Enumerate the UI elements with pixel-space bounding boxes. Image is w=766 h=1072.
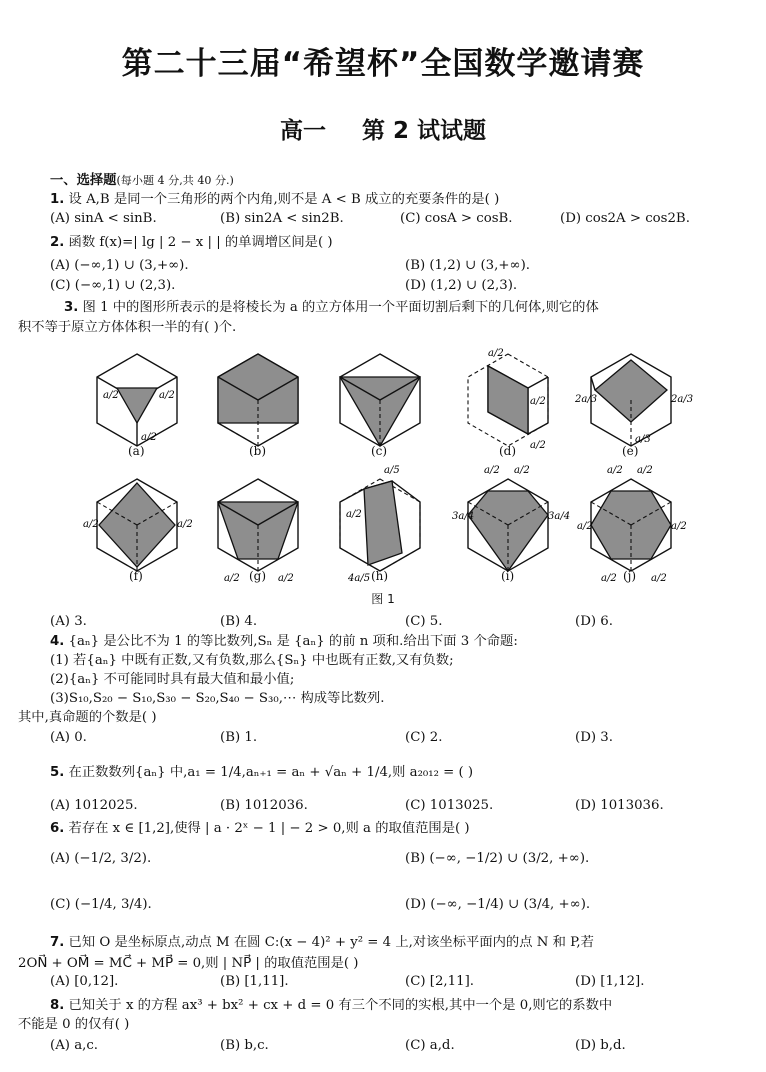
figure-j-label-top-right: a/2 — [637, 465, 653, 476]
figure-h — [340, 465, 420, 584]
q7-text-1: 已知 O 是坐标原点,动点 M 在圆 C:(x − 4)² + y² = 4 上,对该坐标平面内的点 N 和 P,若 — [68, 935, 594, 950]
page-subtitle — [0, 112, 766, 145]
q7-option-b: (B) [1,11]. — [220, 974, 289, 989]
q1-text: 设 A,B 是同一个三角形的两个内角,则不是 A < B 成立的充要条件的是( ) — [68, 192, 500, 207]
q1-option-b: (B) sin2A < sin2B. — [220, 211, 344, 226]
section-heading — [0, 172, 766, 190]
q4-option-c: (C) 2. — [405, 730, 443, 745]
q6-option-d: (D) (−∞, −1/4) ∪ (3/4, +∞). — [405, 897, 591, 912]
figure-f — [83, 479, 193, 571]
q6-option-a: (A) (−1/2, 3/2). — [50, 851, 152, 866]
q1-number: 1. — [50, 192, 65, 207]
q8-option-c: (C) a,d. — [405, 1038, 455, 1053]
figure-a-label-bottom: a/2 — [141, 432, 157, 443]
q4-number: 4. — [50, 634, 65, 649]
figure-label-d: (d) — [499, 444, 517, 458]
q3-stem-line2: 积不等于原立方体体积一半的有( )个. — [18, 320, 237, 335]
q2-number: 2. — [50, 235, 65, 250]
figure-j-label-left: a/2 — [577, 521, 593, 532]
figure-label-b: (b) — [249, 444, 267, 458]
q7-option-d: (D) [1,12]. — [575, 974, 645, 989]
figure-h-label-left: a/2 — [346, 509, 362, 520]
figure-label-j: (j) — [623, 569, 637, 583]
figure-f-label-right: a/2 — [177, 519, 193, 530]
q1-option-c: (C) cosA > cosB. — [400, 211, 513, 226]
q4-proposition-3: (3)S₁₀,S₂₀ − S₁₀,S₃₀ − S₂₀,S₄₀ − S₃₀,⋯ 构成等比数列. — [50, 691, 385, 706]
q8-stem-line1 — [0, 997, 766, 1015]
q5-option-c: (C) 1013025. — [405, 798, 494, 813]
q3-option-c: (C) 5. — [405, 614, 443, 629]
q6-text: 若存在 x ∈ [1,2],使得 | a · 2ˣ − 1 | − 2 > 0,则 a 的取值范围是( ) — [68, 821, 470, 836]
figure-label-i: (i) — [501, 569, 515, 583]
q3-text-1: 图 1 中的图形所表示的是将棱长为 a 的立方体用一个平面切割后剩下的几何体,则它的体 — [82, 300, 599, 315]
figure-caption: 图 1 — [371, 592, 395, 606]
test-label: 第 2 试试题 — [361, 118, 487, 144]
figure-d-label-right: a/2 — [530, 396, 546, 407]
page-title: 第二十三届“希望杯”全国数学邀请赛 — [121, 46, 645, 82]
q5-option-a: (A) 1012025. — [50, 798, 138, 813]
figure-a — [97, 354, 177, 446]
q3-option-d: (D) 6. — [575, 614, 613, 629]
figure-j-label-bottom-left: a/2 — [601, 573, 617, 584]
figure-f-label-left: a/2 — [83, 519, 99, 530]
q8-option-d: (D) b,d. — [575, 1038, 626, 1053]
figure-d — [468, 348, 548, 451]
figure-g-label-left: a/2 — [224, 573, 240, 584]
figure-e-label-right: 2a/3 — [671, 394, 694, 405]
q4-proposition-1: (1) 若{aₙ} 中既有正数,又有负数,那么{Sₙ} 中也既有正数,又有负数; — [50, 653, 454, 668]
q7-option-a: (A) [0,12]. — [50, 974, 119, 989]
figure-b — [218, 354, 298, 446]
figure-h-label-top: a/5 — [384, 465, 400, 476]
q8-option-b: (B) b,c. — [220, 1038, 269, 1053]
q7-stem-line2: 2ON⃗ + OM⃗ = MC⃗ + MP⃗ = 0,则 | NP⃗ | 的取值范围是( ) — [18, 956, 359, 971]
figure-label-f: (f) — [129, 569, 143, 583]
figure-i-label-top-left: a/2 — [484, 465, 500, 476]
section-label: 一、选择题 — [50, 173, 117, 188]
q5-option-d: (D) 1013036. — [575, 798, 664, 813]
q4-tail: 其中,真命题的个数是( ) — [18, 710, 157, 725]
figure-a-label-left: a/2 — [103, 390, 119, 401]
q3-option-a: (A) 3. — [50, 614, 87, 629]
figure-i-label-left: 3a/4 — [452, 511, 475, 522]
figure-i-label-right: 3a/4 — [548, 511, 571, 522]
figure-e-label-bottom: a/3 — [635, 434, 651, 445]
q4-option-a: (A) 0. — [50, 730, 87, 745]
q1-option-a: (A) sinA < sinB. — [50, 211, 157, 226]
q5-option-b: (B) 1012036. — [220, 798, 308, 813]
figure-d-label-bottom: a/2 — [530, 440, 546, 451]
q2-text: 函数 f(x)=| lg | 2 − x | | 的单调增区间是( ) — [68, 235, 333, 250]
q2-stem — [0, 234, 766, 252]
q4-option-b: (B) 1. — [220, 730, 258, 745]
q5-stem — [0, 764, 766, 782]
q1-stem — [0, 191, 766, 209]
q8-text-1: 已知关于 x 的方程 ax³ + bx² + cx + d = 0 有三个不同的实根,其中一个是 0,则它的系数中 — [68, 998, 613, 1013]
figure-h-label-bottom: 4a/5 — [348, 573, 371, 584]
figure-i-label-top-right: a/2 — [514, 465, 530, 476]
section-note: (每小题 4 分,共 40 分.) — [116, 174, 234, 187]
q4-stem — [0, 633, 766, 651]
q1-option-d: (D) cos2A > cos2B. — [560, 211, 690, 226]
q6-option-b: (B) (−∞, −1/2) ∪ (3/2, +∞). — [405, 851, 590, 866]
figure-c — [340, 354, 420, 446]
q2-option-d: (D) (1,2) ∪ (2,3). — [405, 278, 518, 293]
q2-option-c: (C) (−∞,1) ∪ (2,3). — [50, 278, 176, 293]
q5-number: 5. — [50, 765, 65, 780]
figure-i — [452, 465, 570, 571]
figure-label-e: (e) — [622, 444, 639, 458]
figure-j-label-right: a/2 — [671, 521, 687, 532]
figure-a-label-right: a/2 — [159, 390, 175, 401]
figure-label-g: (g) — [249, 569, 267, 583]
q6-option-c: (C) (−1/4, 3/4). — [50, 897, 152, 912]
figure-d-label-top: a/2 — [488, 348, 504, 359]
figure-e-label-left: 2a/3 — [575, 394, 598, 405]
figure-j-label-top-left: a/2 — [607, 465, 623, 476]
q7-stem-line1 — [0, 934, 766, 952]
q5-text: 在正数数列{aₙ} 中,a₁ = 1/4,aₙ₊₁ = aₙ + √aₙ + 1/4,则 a₂₀₁₂ = ( ) — [68, 765, 474, 780]
grade-label: 高一 — [279, 118, 326, 144]
figure-j — [577, 465, 687, 584]
figure-e — [574, 354, 693, 446]
q4-proposition-2: (2){aₙ} 不可能同时具有最大值和最小值; — [50, 672, 295, 687]
figure-1 — [0, 340, 766, 630]
q4-option-d: (D) 3. — [575, 730, 613, 745]
q3-stem-line1 — [0, 299, 766, 317]
figure-j-label-bottom-right: a/2 — [651, 573, 667, 584]
figure-label-c: (c) — [371, 444, 388, 458]
q8-option-a: (A) a,c. — [50, 1038, 99, 1053]
figure-g-label-right: a/2 — [278, 573, 294, 584]
q4-text: {aₙ} 是公比不为 1 的等比数列,Sₙ 是 {aₙ} 的前 n 项和.给出下面 3 个命题: — [68, 634, 518, 649]
q8-number: 8. — [50, 998, 65, 1013]
q2-option-b: (B) (1,2) ∪ (3,+∞). — [405, 258, 530, 273]
q3-number: 3. — [64, 300, 79, 315]
q2-option-a: (A) (−∞,1) ∪ (3,+∞). — [50, 258, 189, 273]
q6-stem — [0, 820, 766, 838]
q6-number: 6. — [50, 821, 65, 836]
figure-label-h: (h) — [371, 569, 389, 583]
q7-option-c: (C) [2,11]. — [405, 974, 474, 989]
q3-option-b: (B) 4. — [220, 614, 258, 629]
q8-stem-line2: 不能是 0 的仅有( ) — [18, 1017, 130, 1032]
figure-label-a: (a) — [128, 444, 145, 458]
q7-number: 7. — [50, 935, 65, 950]
